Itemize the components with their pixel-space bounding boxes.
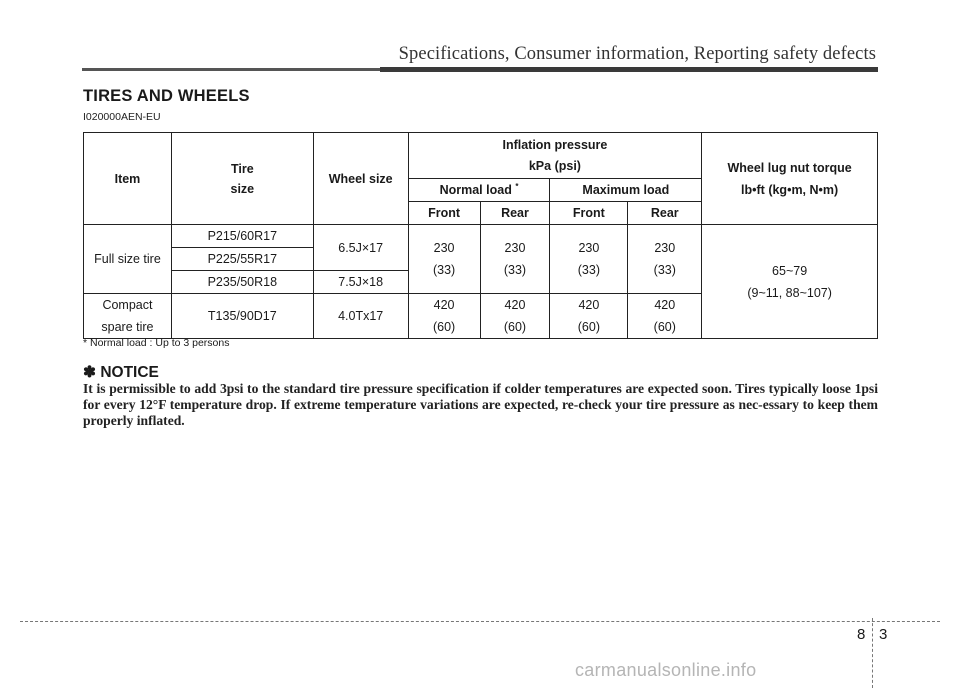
full-size-tire-label: Full size tire xyxy=(84,225,172,294)
header-normal-load: Normal load * xyxy=(408,179,550,202)
wheel-size-cell: 6.5J×17 xyxy=(313,225,408,271)
pressure-cell: 230 (33) xyxy=(628,225,702,294)
pressure-cell: 230 (33) xyxy=(408,225,480,294)
watermark: carmanualsonline.info xyxy=(575,660,757,680)
pressure-cell: 230 (33) xyxy=(480,225,550,294)
page-footer-rule xyxy=(20,621,940,622)
header-max-front: Front xyxy=(550,202,628,225)
header-rule-accent xyxy=(380,67,878,72)
tire-size-cell: T135/90D17 xyxy=(171,294,313,339)
header-inflation-pressure: Inflation pressure kPa (psi) xyxy=(408,133,702,179)
notice-body: It is permissible to add 3psi to the standard tire pressure specification if colder temperatures are expected soon. Tires typically loose 1psi for every 12°F temperature drop. If extreme temperature variations are expected, re-check your tire pressure as nec-essary to keep them properly inflated. xyxy=(83,381,878,428)
section-title: TIRES AND WHEELS xyxy=(83,87,250,105)
tire-size-cell: P225/55R17 xyxy=(171,248,313,271)
page-number-divider xyxy=(872,618,873,688)
section-code: I020000AEN-EU xyxy=(83,111,161,123)
tire-size-cell: P235/50R18 xyxy=(171,271,313,294)
wheel-size-cell: 4.0Tx17 xyxy=(313,294,408,339)
chapter-number: 8 xyxy=(857,626,866,643)
header-item: Item xyxy=(84,133,172,225)
pressure-cell: 420 (60) xyxy=(550,294,628,339)
wheel-size-cell: 7.5J×18 xyxy=(313,271,408,294)
page-header-title: Specifications, Consumer information, Reporting safety defects xyxy=(398,44,876,64)
header-tire-size: Tire size xyxy=(171,133,313,225)
header-normal-front: Front xyxy=(408,202,480,225)
notice-icon: ✽ xyxy=(83,364,96,381)
header-normal-rear: Rear xyxy=(480,202,550,225)
tire-size-cell: P215/60R17 xyxy=(171,225,313,248)
header-maximum-load: Maximum load xyxy=(550,179,702,202)
pressure-cell: 420 (60) xyxy=(408,294,480,339)
header-wheel-size: Wheel size xyxy=(313,133,408,225)
tire-spec-table xyxy=(83,132,878,339)
lug-nut-torque-value: 65~79 (9~11, 88~107) xyxy=(702,225,878,339)
header-max-rear: Rear xyxy=(628,202,702,225)
page-number: 3 xyxy=(879,626,888,643)
compact-spare-tire-label: Compact spare tire xyxy=(84,294,172,339)
notice-heading xyxy=(83,363,159,382)
pressure-cell: 230 (33) xyxy=(550,225,628,294)
normal-load-footnote: * Normal load : Up to 3 persons xyxy=(83,337,230,349)
header-lug-nut-torque: Wheel lug nut torque lb•ft (kg•m, N•m) xyxy=(702,133,878,225)
pressure-cell: 420 (60) xyxy=(480,294,550,339)
notice-title: NOTICE xyxy=(100,364,159,381)
pressure-cell: 420 (60) xyxy=(628,294,702,339)
